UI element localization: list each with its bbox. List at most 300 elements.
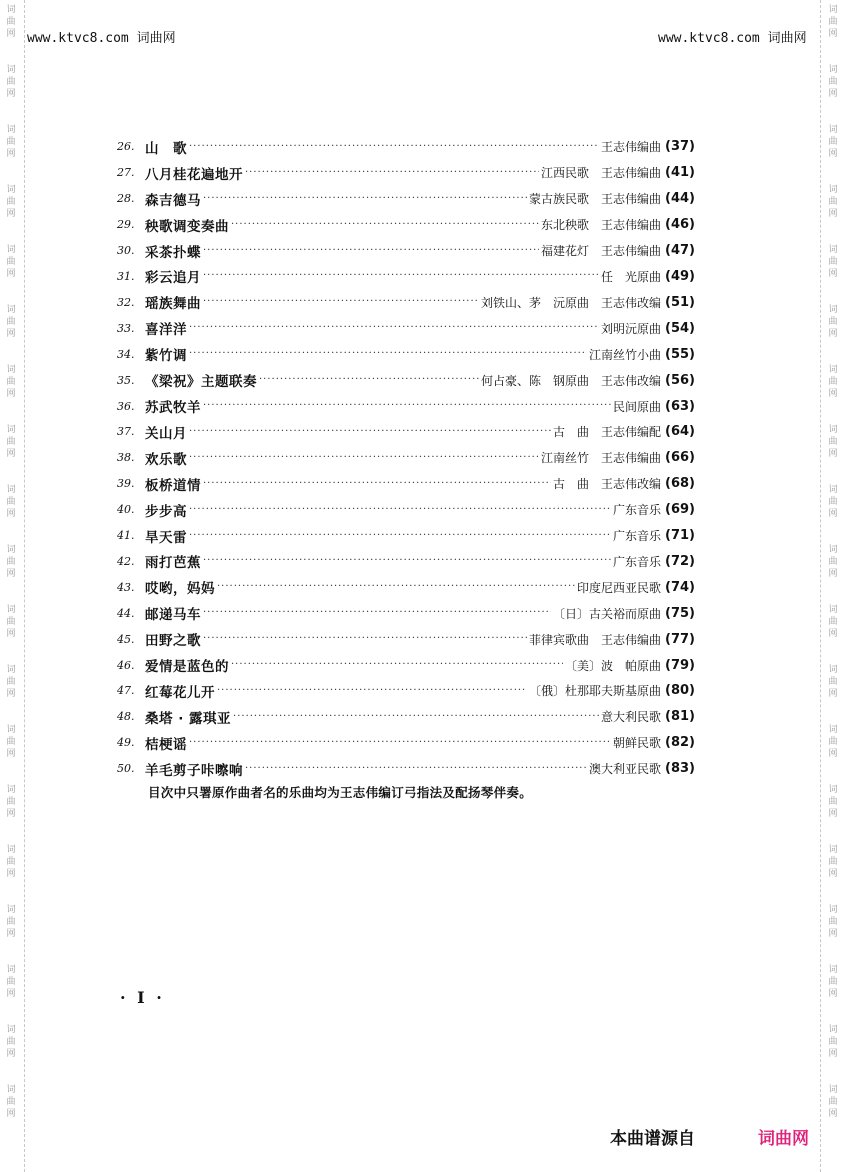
watermark-char: 网 [828, 869, 838, 879]
watermark-char: 曲 [828, 557, 838, 567]
watermark-char: 网 [828, 809, 838, 819]
toc-entry-number: 33. [117, 321, 135, 335]
watermark-stamp [826, 1024, 840, 1060]
toc-entry-source: 菲律宾歌曲 王志伟编曲 [529, 632, 662, 647]
toc-entry-title: 喜洋洋 [145, 322, 187, 339]
toc-entry-page: (63) [665, 398, 695, 414]
watermark-char: 网 [6, 269, 16, 279]
watermark-stamp [826, 964, 840, 1000]
toc-entry-number: 39. [117, 477, 135, 491]
watermark-char: 词 [6, 965, 16, 975]
toc-entry [117, 730, 695, 756]
watermark-stamp [826, 64, 840, 100]
watermark-stamp [826, 484, 840, 520]
watermark-char: 曲 [828, 77, 838, 87]
watermark-char: 曲 [6, 497, 16, 507]
watermark-char: 网 [6, 29, 16, 39]
watermark-char: 网 [828, 569, 838, 579]
toc-entry-number: 38. [117, 451, 135, 465]
toc-entry-source: 刘铁山、茅 沅原曲 王志伟改编 [481, 295, 662, 310]
toc-entry-source: 江南丝竹 王志伟编曲 [541, 451, 662, 466]
toc-entry-title: 邮递马车 [145, 607, 201, 624]
toc-entry-source: 澳大利亚民歌 [589, 762, 662, 777]
watermark-char: 曲 [6, 197, 16, 207]
toc-entry-page: (71) [665, 528, 695, 544]
right-margin-line [820, 0, 821, 1172]
watermark-stamp [4, 964, 18, 1000]
toc-entry-page: (64) [665, 424, 695, 440]
toc-entry-number: 46. [117, 658, 135, 672]
watermark-char: 网 [828, 449, 838, 459]
toc-entry [117, 134, 695, 160]
toc-entry-title: 羊毛剪子咔嚓响 [145, 762, 243, 779]
watermark-char: 网 [828, 1049, 838, 1059]
watermark-char: 网 [828, 689, 838, 699]
toc-entry-source: 民间原曲 [613, 399, 662, 414]
toc-leader-dots [245, 762, 587, 776]
toc-entry-page: (55) [665, 346, 695, 362]
toc-entry-page: (41) [665, 165, 695, 181]
header-site-right[interactable]: www.ktvc8.com 词曲网 [658, 31, 807, 46]
watermark-stamp [826, 4, 840, 40]
toc-entry-page: (47) [665, 243, 695, 259]
toc-entry-page: (82) [665, 735, 695, 751]
toc-entry [117, 756, 695, 782]
watermark-char: 网 [828, 629, 838, 639]
watermark-char: 网 [6, 209, 16, 219]
watermark-char: 网 [6, 1109, 16, 1119]
watermark-stamp [826, 784, 840, 820]
watermark-char: 曲 [6, 1097, 16, 1107]
watermark-char: 网 [6, 149, 16, 159]
watermark-char: 词 [6, 845, 16, 855]
toc-entry [117, 160, 695, 186]
toc-entry-page: (74) [665, 579, 695, 595]
watermark-char: 网 [828, 89, 838, 99]
watermark-char: 词 [828, 65, 838, 75]
watermark-char: 网 [6, 989, 16, 999]
toc-entry [117, 652, 695, 678]
watermark-stamp [4, 604, 18, 640]
toc-entry-number: 32. [117, 295, 135, 309]
watermark-char: 网 [828, 929, 838, 939]
toc-entry [117, 367, 695, 393]
watermark-char: 词 [6, 425, 16, 435]
toc-entry-title: 山 歌 [145, 140, 187, 157]
toc-entry [117, 393, 695, 419]
watermark-char: 曲 [828, 17, 838, 27]
toc-entry [117, 704, 695, 730]
watermark-char: 网 [828, 329, 838, 339]
toc-entry-title: 森吉德马 [145, 192, 201, 209]
toc-entry-number: 26. [117, 140, 135, 154]
watermark-char: 曲 [6, 617, 16, 627]
toc-entry-number: 31. [117, 269, 135, 283]
watermark-stamp [4, 304, 18, 340]
toc-entry-number: 45. [117, 632, 135, 646]
toc-entry-page: (56) [665, 372, 695, 388]
watermark-stamp [4, 364, 18, 400]
toc-entry-number: 29. [117, 218, 135, 232]
watermark-stamp [826, 544, 840, 580]
toc-entry [117, 419, 695, 445]
watermark-char: 词 [828, 125, 838, 135]
watermark-char: 词 [6, 1025, 16, 1035]
watermark-char: 曲 [6, 257, 16, 267]
watermark-char: 曲 [6, 437, 16, 447]
toc-entry-number: 44. [117, 606, 135, 620]
watermark-char: 词 [828, 1025, 838, 1035]
watermark-stamp [826, 724, 840, 760]
toc-leader-dots [217, 684, 527, 698]
toc-entry [117, 471, 695, 497]
toc-entry-title: 苏武牧羊 [145, 400, 201, 417]
toc-leader-dots [189, 347, 587, 361]
watermark-char: 曲 [6, 737, 16, 747]
watermark-stamp [826, 304, 840, 340]
watermark-char: 网 [6, 329, 16, 339]
left-margin-line [24, 0, 25, 1172]
watermark-stamp [4, 184, 18, 220]
toc-entry-source: 王志伟编曲 [601, 140, 662, 155]
watermark-char: 网 [6, 629, 16, 639]
watermark-char: 词 [828, 785, 838, 795]
toc-entry-title: 八月桂花遍地开 [145, 166, 243, 183]
watermark-stamp [826, 1084, 840, 1120]
toc-entry-title: 桑塔 · 露琪亚 [145, 710, 232, 727]
toc-entry-source: 朝鲜民歌 [613, 736, 662, 751]
toc-entry-title: 《梁祝》主题联奏 [145, 374, 257, 391]
toc-entry-source: 蒙古族民歌 王志伟编曲 [529, 192, 662, 207]
toc-entry-title: 雨打芭蕉 [145, 555, 201, 572]
toc-leader-dots [189, 503, 611, 517]
watermark-stamp [826, 184, 840, 220]
toc-entry-title: 旱天雷 [145, 529, 187, 546]
watermark-char: 曲 [828, 1097, 838, 1107]
watermark-char: 词 [6, 785, 16, 795]
watermark-char: 词 [6, 545, 16, 555]
toc-entry-page: (66) [665, 450, 695, 466]
toc-entry-title: 欢乐歌 [145, 451, 187, 468]
toc-entry-number: 27. [117, 166, 135, 180]
watermark-char: 词 [6, 725, 16, 735]
toc-entry-source: 〔俄〕杜那耶夫斯基原曲 [529, 684, 662, 699]
toc-entry-number: 28. [117, 192, 135, 206]
watermark-char: 网 [6, 509, 16, 519]
toc-entry [117, 445, 695, 471]
toc-leader-dots [203, 269, 599, 283]
toc-entry-page: (81) [665, 709, 695, 725]
watermark-char: 网 [6, 389, 16, 399]
toc-leader-dots [203, 399, 611, 413]
watermark-char: 曲 [6, 377, 16, 387]
watermark-char: 网 [828, 389, 838, 399]
watermark-char: 曲 [828, 677, 838, 687]
toc-entry-source: 广东音乐 [613, 503, 662, 518]
toc-entry-page: (51) [665, 294, 695, 310]
toc-entry-number: 50. [117, 762, 135, 776]
toc-entry-page: (72) [665, 553, 695, 569]
watermark-stamp [4, 544, 18, 580]
toc-entry-title: 田野之歌 [145, 633, 201, 650]
toc-entry-page: (80) [665, 683, 695, 699]
header-site-left[interactable]: www.ktvc8.com 词曲网 [27, 31, 176, 46]
toc-entry-source: 江西民歌 王志伟编曲 [541, 166, 662, 181]
watermark-char: 曲 [6, 77, 16, 87]
toc-entry-title: 紫竹调 [145, 348, 187, 365]
page-number: · I · [120, 988, 165, 1007]
watermark-char: 词 [6, 365, 16, 375]
watermark-char: 网 [6, 929, 16, 939]
watermark-char: 曲 [828, 617, 838, 627]
watermark-char: 词 [828, 905, 838, 915]
watermark-stamp [4, 1024, 18, 1060]
toc-leader-dots [245, 166, 539, 180]
watermark-char: 词 [6, 1085, 16, 1095]
toc-leader-dots [233, 710, 599, 724]
watermark-char: 词 [6, 485, 16, 495]
watermark-char: 曲 [828, 1037, 838, 1047]
toc-entry-source: 意大利民歌 [601, 710, 662, 725]
watermark-char: 网 [6, 89, 16, 99]
toc-entry-title: 桔梗谣 [145, 736, 187, 753]
toc-entry-source: 古 曲 王志伟编配 [553, 425, 662, 440]
toc-entry [117, 626, 695, 652]
watermark-char: 网 [828, 1109, 838, 1119]
toc-entry-number: 40. [117, 503, 135, 517]
watermark-char: 词 [828, 545, 838, 555]
toc-entry [117, 315, 695, 341]
watermark-stamp [826, 364, 840, 400]
toc-entry-number: 36. [117, 399, 135, 413]
watermark-char: 曲 [828, 917, 838, 927]
watermark-char: 曲 [828, 317, 838, 327]
toc-leader-dots [189, 321, 599, 335]
toc-entry-source: 刘明沅原曲 [601, 321, 662, 336]
toc-entry [117, 549, 695, 575]
watermark-char: 词 [828, 665, 838, 675]
watermark-char: 网 [6, 869, 16, 879]
watermark-char: 词 [6, 65, 16, 75]
toc-entry-title: 板桥道情 [145, 477, 201, 494]
toc-entry [117, 600, 695, 626]
toc-entry-page: (54) [665, 320, 695, 336]
toc-entry-number: 35. [117, 373, 135, 387]
toc-leader-dots [189, 529, 611, 543]
watermark-char: 词 [828, 965, 838, 975]
toc-entry [117, 186, 695, 212]
watermark-char: 词 [6, 605, 16, 615]
watermark-char: 词 [828, 245, 838, 255]
toc-entry [117, 341, 695, 367]
watermark-stamp [4, 124, 18, 160]
toc-entry-title: 爱情是蓝色的 [145, 659, 229, 676]
toc-entry-number: 49. [117, 736, 135, 750]
watermark-char: 词 [6, 305, 16, 315]
watermark-char: 网 [6, 1049, 16, 1059]
toc-leader-dots [259, 373, 479, 387]
watermark-char: 词 [6, 185, 16, 195]
watermark-char: 曲 [828, 857, 838, 867]
toc-entry-number: 41. [117, 529, 135, 543]
watermark-char: 词 [828, 185, 838, 195]
toc-entry-source: 古 曲 王志伟改编 [553, 477, 662, 492]
toc-entry-source: 广东音乐 [613, 554, 662, 569]
watermark-char: 曲 [828, 497, 838, 507]
watermark-char: 曲 [828, 197, 838, 207]
toc-entry-number: 30. [117, 244, 135, 258]
toc-entry-page: (37) [665, 139, 695, 155]
toc-entry-title: 哎哟，妈妈 [145, 581, 215, 598]
toc-entry-page: (68) [665, 476, 695, 492]
toc-leader-dots [203, 632, 527, 646]
watermark-stamp [4, 4, 18, 40]
toc-entry-number: 48. [117, 710, 135, 724]
watermark-stamp [4, 904, 18, 940]
watermark-char: 曲 [6, 317, 16, 327]
toc-entry-title: 红莓花儿开 [145, 684, 215, 701]
watermark-char: 网 [828, 149, 838, 159]
toc-entry-source: 任 光原曲 [601, 269, 662, 284]
watermark-stamp [826, 904, 840, 940]
watermark-char: 词 [828, 305, 838, 315]
watermark-char: 网 [6, 749, 16, 759]
watermark-stamp [4, 64, 18, 100]
watermark-char: 词 [6, 665, 16, 675]
watermark-char: 网 [828, 29, 838, 39]
watermark-char: 曲 [6, 677, 16, 687]
toc-entry-title: 关山月 [145, 425, 187, 442]
toc-entry-title: 步步高 [145, 503, 187, 520]
watermark-stamp [826, 604, 840, 640]
toc-leader-dots [203, 554, 611, 568]
toc-entry [117, 238, 695, 264]
watermark-char: 词 [828, 605, 838, 615]
watermark-char: 网 [6, 449, 16, 459]
toc-entry-page: (44) [665, 191, 695, 207]
watermark-stamp [826, 124, 840, 160]
toc-leader-dots [189, 451, 539, 465]
watermark-stamp [4, 784, 18, 820]
toc-entry-page: (75) [665, 605, 695, 621]
watermark-stamp [826, 664, 840, 700]
watermark-char: 曲 [6, 1037, 16, 1047]
watermark-stamp [826, 424, 840, 460]
toc-entry-title: 采茶扑蝶 [145, 244, 201, 261]
watermark-char: 曲 [6, 857, 16, 867]
toc-leader-dots [231, 658, 563, 672]
watermark-char: 曲 [828, 437, 838, 447]
toc-leader-dots [203, 192, 527, 206]
footer-brand-link[interactable]: 词曲网 [758, 1129, 809, 1149]
watermark-char: 曲 [6, 917, 16, 927]
toc-entry [117, 264, 695, 290]
watermark-char: 词 [6, 125, 16, 135]
toc-entry-page: (83) [665, 761, 695, 777]
toc-leader-dots [189, 736, 611, 750]
toc-entry-page: (69) [665, 502, 695, 518]
toc-entry-source: 东北秧歌 王志伟编曲 [541, 218, 662, 233]
toc-entry-source: 印度尼西亚民歌 [577, 580, 662, 595]
toc-entry-source: 广东音乐 [613, 529, 662, 544]
toc-leader-dots [189, 425, 551, 439]
watermark-char: 词 [828, 425, 838, 435]
watermark-char: 曲 [828, 137, 838, 147]
watermark-char: 词 [828, 1085, 838, 1095]
watermark-stamp [4, 664, 18, 700]
contents-note: 目次中只署原作曲者名的乐曲均为王志伟编订弓指法及配扬琴伴奏。 [148, 785, 533, 800]
watermark-char: 曲 [828, 257, 838, 267]
toc-leader-dots [231, 218, 539, 232]
watermark-char: 网 [828, 749, 838, 759]
watermark-char: 词 [6, 5, 16, 15]
watermark-char: 曲 [828, 737, 838, 747]
toc-entry [117, 497, 695, 523]
watermark-stamp [826, 844, 840, 880]
watermark-char: 网 [828, 509, 838, 519]
watermark-char: 网 [828, 269, 838, 279]
toc-entry-number: 42. [117, 554, 135, 568]
watermark-stamp [4, 244, 18, 280]
toc-leader-dots [189, 140, 599, 154]
toc-entry [117, 212, 695, 238]
toc-entry-source: 何占豪、陈 钢原曲 王志伟改编 [481, 373, 662, 388]
toc-leader-dots [217, 580, 575, 594]
watermark-stamp [4, 484, 18, 520]
toc-entry-number: 43. [117, 580, 135, 594]
toc-entry [117, 574, 695, 600]
toc-entry-page: (49) [665, 268, 695, 284]
toc-entry-title: 彩云追月 [145, 270, 201, 287]
watermark-char: 词 [6, 245, 16, 255]
toc-entry-page: (46) [665, 217, 695, 233]
watermark-char: 曲 [828, 377, 838, 387]
toc-leader-dots [203, 244, 539, 258]
watermark-char: 曲 [828, 977, 838, 987]
toc-entry-source: 江南丝竹小曲 [589, 347, 662, 362]
toc-entry [117, 289, 695, 315]
watermark-char: 词 [828, 365, 838, 375]
toc-entry [117, 678, 695, 704]
toc-entry-source: 福建花灯 王志伟编曲 [541, 244, 662, 259]
watermark-stamp [4, 844, 18, 880]
watermark-char: 词 [6, 905, 16, 915]
watermark-char: 网 [6, 569, 16, 579]
watermark-char: 网 [828, 209, 838, 219]
watermark-char: 曲 [6, 137, 16, 147]
watermark-char: 曲 [6, 977, 16, 987]
watermark-stamp [826, 244, 840, 280]
toc-entry-source: 〔美〕波 帕原曲 [565, 658, 662, 673]
watermark-char: 词 [828, 485, 838, 495]
toc-leader-dots [203, 606, 551, 620]
watermark-char: 词 [828, 725, 838, 735]
toc-entry-source: 〔日〕古关裕而原曲 [553, 606, 662, 621]
watermark-char: 词 [828, 845, 838, 855]
watermark-char: 词 [828, 5, 838, 15]
watermark-char: 网 [6, 689, 16, 699]
toc-entry-page: (79) [665, 657, 695, 673]
watermark-char: 曲 [6, 797, 16, 807]
watermark-stamp [4, 724, 18, 760]
toc-entry-title: 瑶族舞曲 [145, 296, 201, 313]
table-of-contents [117, 134, 695, 782]
watermark-char: 曲 [6, 557, 16, 567]
watermark-char: 网 [828, 989, 838, 999]
watermark-stamp [4, 424, 18, 460]
watermark-char: 曲 [6, 17, 16, 27]
watermark-char: 网 [6, 809, 16, 819]
